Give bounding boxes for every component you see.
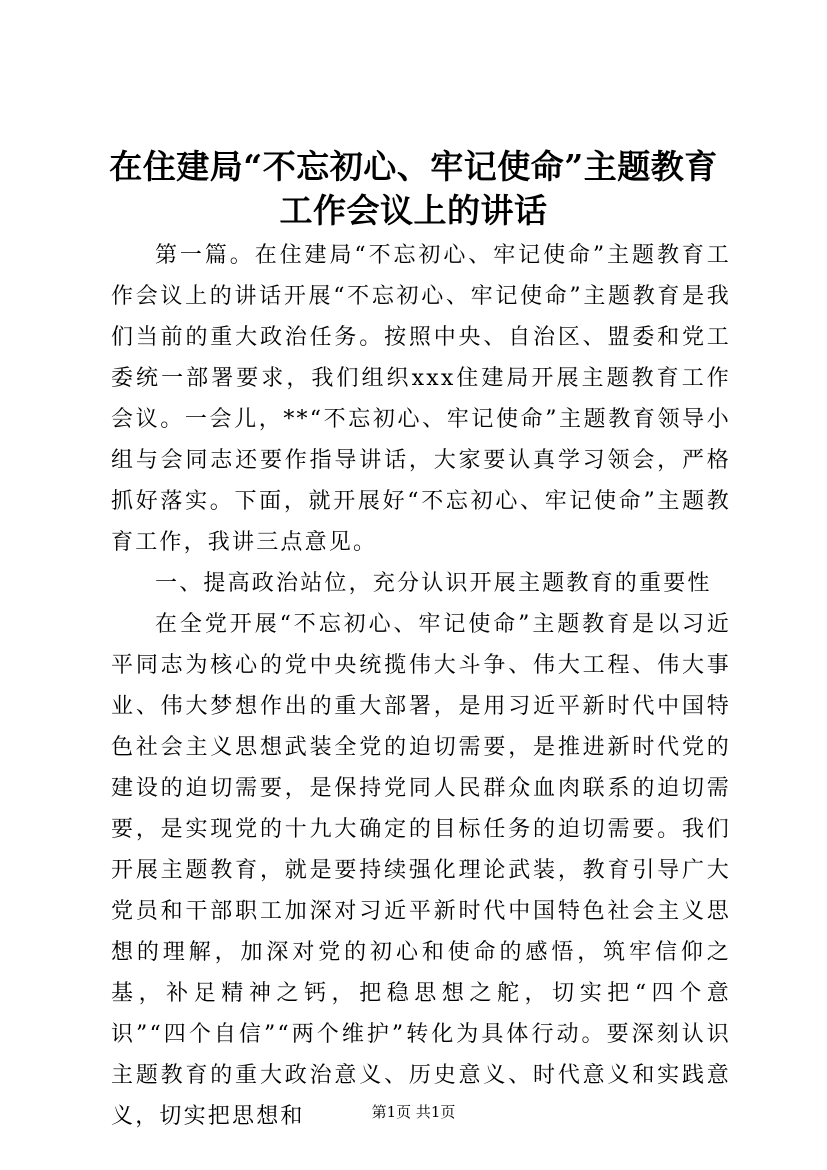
document-body bbox=[111, 235, 731, 1137]
section-heading-1: 一、提高政治站位，充分认识开展主题教育的重要性 bbox=[155, 571, 712, 596]
paragraph-section-1: 在全党开展“不忘初心、牢记使命”主题教育是以习近平同志为核心的党中央统揽伟大斗争、伟大工程、伟大事业、伟大梦想作出的重大部署，是用习近平新时代中国特色社会主义思想武装全党的迫切需要，是推进新时代党的建设的迫切需要，是保持党同人民群众血肉联系的迫切需要，是实现党的十九大确定的目标任务的迫切需要。我们开展主题教育，就是要持续强化理论武装，教育引导广大党员和干部职工加深对习近平新时代中国特色社会主义思想的理解，加深对党的初心和使命的感悟，筑牢信仰之基，补足精神之钙，把稳思想之舵，切实把“四个意识”“四个自信”“两个维护”转化为具体行动。要深刻认识主题教育的重大政治意义、历史意义、时代意义和实践意义，切实把思想和 bbox=[111, 612, 731, 1129]
paragraph-intro: 第一篇。在住建局“不忘初心、牢记使命”主题教育工作会议上的讲话开展“不忘初心、牢记使命”主题教育是我们当前的重大政治任务。按照中央、自治区、盟委和党工委统一部署要求，我们组织xxx住建局开展主题教育工作会议。一会儿，**“不忘初心、牢记使命”主题教育领导小组与会同志还要作指导讲话，大家要认真学习领会，严格抓好落实。下面，就开展好“不忘初心、牢记使命”主题教育工作，我讲三点意见。 bbox=[111, 243, 731, 555]
page-footer: 第1页 共1页 bbox=[371, 1103, 456, 1121]
document-title: 在住建局“不忘初心、牢记使命”主题教育工作会议上的讲话 bbox=[109, 147, 718, 230]
